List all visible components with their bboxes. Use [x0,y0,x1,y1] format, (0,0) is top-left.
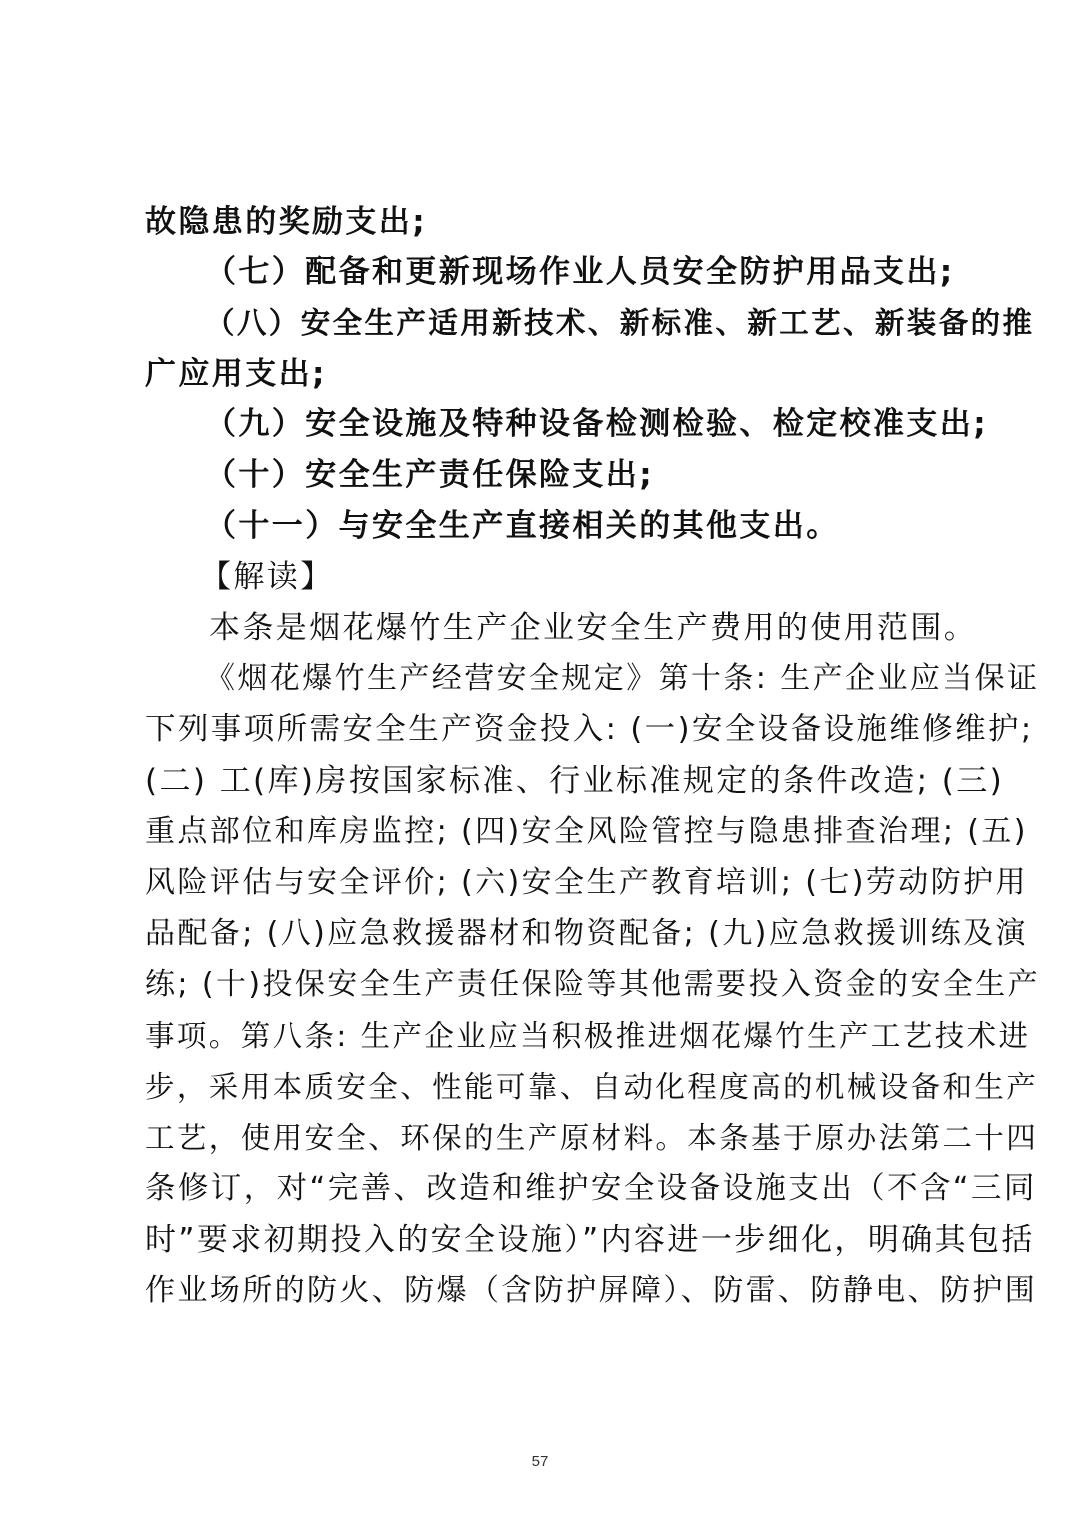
list-item-10: （十）安全生产责任保险支出; [205,457,654,493]
paragraph-line: 品配备; (八)应急救援器材和物资配备; (九)应急救援训练及演 [145,916,1028,951]
list-item-8: （八）安全生产适用新技术、新标准、新工艺、新装备的推 [205,306,1035,340]
paragraph-line: 工艺，使用安全、环保的生产原材料。本条基于原办法第二十四 [145,1121,1039,1155]
section-heading-interpretation: 【解读】 [200,559,334,595]
list-item-11: （十一）与安全生产直接相关的其他支出。 [205,508,840,544]
paragraph-line: 下列事项所需安全生产资金投入: (一)安全设备设施维修维护; [145,712,1034,747]
paragraph-line: 风险评估与安全评价; (六)安全生产教育培训; (七)劳动防护用 [145,865,1028,900]
list-item-9: （九）安全设施及特种设备检测检验、检定校准支出; [205,406,988,442]
paragraph-line: 时”要求初期投入的安全设施）”内容进一步细化，明确其包括 [145,1222,1035,1258]
paragraph-line: 步，采用本质安全、性能可靠、自动化程度高的机械设备和生产 [145,1070,1039,1104]
paragraph-line: 本条是烟花爆竹生产企业安全生产费用的使用范围。 [209,610,978,646]
paragraph-line: 《烟花爆竹生产经营安全规定》第十条: 生产企业应当保证 [205,661,1040,696]
paragraph-line: 练; (十)投保安全生产责任保险等其他需要投入资金的安全生产 [145,967,1041,1002]
paragraph-line: (二) 工(库)房按国家标准、行业标准规定的条件改造; (三) [145,763,1005,799]
page-number: 57 [531,1453,549,1470]
text-line: 故隐患的奖励支出; [145,204,427,240]
paragraph-line: 事项。第八条: 生产企业应当积极推进烟花爆竹生产工艺技术进 [145,1019,1031,1053]
list-item-7: （七）配备和更新现场作业人员安全防护用品支出; [205,254,955,290]
paragraph-line: 条修订，对“完善、改造和维护安全设备设施支出（不含“三同 [145,1171,1037,1206]
paragraph-line: 作业场所的防火、防爆（含防护屏障）、防雷、防静电、防护围 [145,1273,1038,1308]
text-line: 广应用支出; [145,356,327,392]
paragraph-line: 重点部位和库房监控; (四)安全风险管控与隐患排查治理; (五) [145,814,1028,849]
